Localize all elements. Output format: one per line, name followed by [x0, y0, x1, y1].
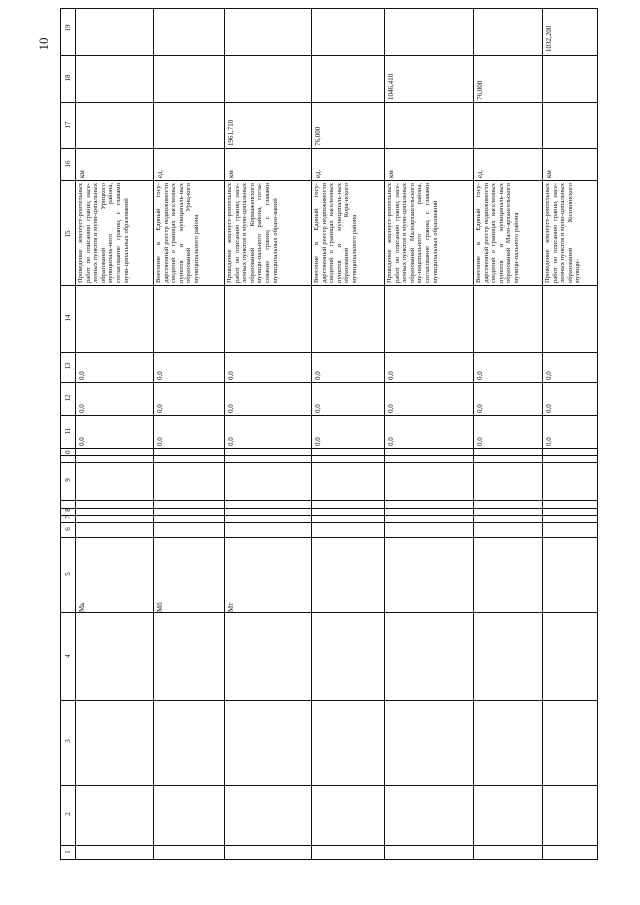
row-col18-value: 76,000: [476, 80, 484, 100]
column-number-16: 16: [64, 160, 72, 168]
row-description: Внесение в Единый госу-дарственный реестр недвижимости сведений о границах населенных пунктов и муниципаль-ных образований Уриц-кого муниципального района: [155, 183, 200, 283]
column-divider: [60, 462, 598, 463]
column-number-4: 4: [64, 654, 72, 658]
column-number-12: 12: [64, 394, 72, 402]
column-divider: [60, 500, 598, 501]
row-col13-value: 0,0: [156, 371, 164, 380]
row-col12-value: 0,0: [314, 404, 322, 413]
row-col11-value: 0,0: [227, 437, 235, 446]
row-col13-value: 0,0: [227, 371, 235, 380]
column-divider: [60, 455, 598, 456]
row-divider: [384, 8, 385, 860]
column-divider: [60, 55, 598, 56]
column-divider: [60, 522, 598, 523]
column-divider: [60, 612, 598, 613]
row-col12-value: 0,0: [545, 404, 553, 413]
row-divider: [473, 8, 474, 860]
column-number-9: 9: [64, 478, 72, 482]
row-unit: ед.: [476, 169, 484, 178]
column-divider: [60, 352, 598, 353]
row-col11-value: 0,0: [476, 437, 484, 446]
row-col13-value: 0,0: [476, 371, 484, 380]
column-divider: [60, 515, 598, 516]
column-divider: [60, 785, 598, 786]
row-col11-value: 0,0: [314, 437, 322, 446]
row-unit: км: [545, 170, 553, 178]
row-unit: ед.: [156, 169, 164, 178]
row-col19-value: 1032,200: [545, 25, 553, 52]
row-col13-value: 0,0: [545, 371, 553, 380]
row-col12-value: 0,0: [156, 404, 164, 413]
row-description: Проведение землеуст-роительных работ по описанию границ насе-ленных пунктов и муни-ципальных образований Кормаженского муници-пального района, согла-сование границ с главами муниципальных образо-ваний: [226, 183, 279, 283]
column-number-18: 18: [64, 74, 72, 82]
column-number-14: 14: [64, 314, 72, 322]
row-col11-value: 0,0: [545, 437, 553, 446]
column-divider: [60, 180, 598, 181]
row-col12-value: 0,0: [476, 404, 484, 413]
column-number-11: 11: [64, 427, 72, 435]
column-number-1: 1: [64, 850, 72, 854]
row-divider: [311, 8, 312, 860]
column-number-2: 2: [64, 812, 72, 816]
row-description: Проведение землеуст-роительных работ по описанию границ насе-ленных пунктов и муни-ципальных образований Урицкого муниципаль-ного района, согласование границ с главами муни-ципальных образований: [77, 183, 130, 283]
column-number-10: 10: [64, 450, 72, 458]
row-divider: [153, 8, 154, 860]
column-divider: [60, 700, 598, 701]
row-unit: км: [78, 170, 86, 178]
row-col5-code: Мь: [78, 602, 86, 612]
column-divider: [60, 382, 598, 383]
row-divider: [224, 8, 225, 860]
column-number-3: 3: [64, 739, 72, 743]
row-col13-value: 0,0: [78, 371, 86, 380]
column-number-13: 13: [64, 362, 72, 370]
row-description: Внесение в Единый госу-дарственный реестр недвижимости сведений о границах населенных пунктов и муниципаль-ных образований Мало-архангельского муници-пального района: [475, 183, 520, 283]
row-col18-value: 1046,410: [387, 73, 395, 100]
column-divider: [60, 415, 598, 416]
row-divider: [75, 8, 76, 860]
row-col17-value: 1961,710: [227, 119, 235, 146]
row-description: Внесение в Единый госу-дарственный реестр недвижимости сведений о границах населенных пунктов и муниципаль-ных образований Кора-нского муниципального района: [313, 183, 358, 283]
row-divider: [542, 8, 543, 860]
column-number-17: 17: [64, 121, 72, 129]
column-divider: [60, 537, 598, 538]
row-description: Проведение землеуст-роительных работ по описанию границ насе-ленных пунктов и муни-ципальных образований Колпнянского муници-: [544, 183, 582, 283]
row-description: Проведение землеуст-роительных работ по описанию границ насе-ленных пунктов и муни-ципальных образований Малоархангельского му-ниципального района, согласование границ с главами муниципальных образований: [386, 183, 439, 283]
row-col5-code: Мт: [227, 602, 235, 612]
column-number-6: 6: [64, 527, 72, 531]
row-col13-value: 0,0: [387, 371, 395, 380]
column-divider: [60, 148, 598, 149]
row-col17-value: 76,000: [314, 126, 322, 146]
table-frame: [60, 8, 598, 860]
column-number-8: 8: [64, 508, 72, 512]
row-col12-value: 0,0: [227, 404, 235, 413]
column-divider: [60, 508, 598, 509]
row-unit: км: [387, 170, 395, 178]
row-col11-value: 0,0: [78, 437, 86, 446]
row-col11-value: 0,0: [156, 437, 164, 446]
row-col12-value: 0,0: [78, 404, 86, 413]
row-unit: ед.: [314, 169, 322, 178]
column-divider: [60, 102, 598, 103]
row-col11-value: 0,0: [387, 437, 395, 446]
row-col13-value: 0,0: [314, 371, 322, 380]
column-divider: [60, 448, 598, 449]
column-number-7: 7: [64, 515, 72, 519]
column-divider: [60, 285, 598, 286]
column-divider: [60, 845, 598, 846]
row-unit: км: [227, 170, 235, 178]
row-col5-code: Мб: [156, 602, 164, 612]
page-number: 10: [36, 37, 51, 51]
row-col12-value: 0,0: [387, 404, 395, 413]
column-number-5: 5: [64, 572, 72, 576]
column-number-15: 15: [64, 230, 72, 238]
column-number-19: 19: [64, 24, 72, 32]
